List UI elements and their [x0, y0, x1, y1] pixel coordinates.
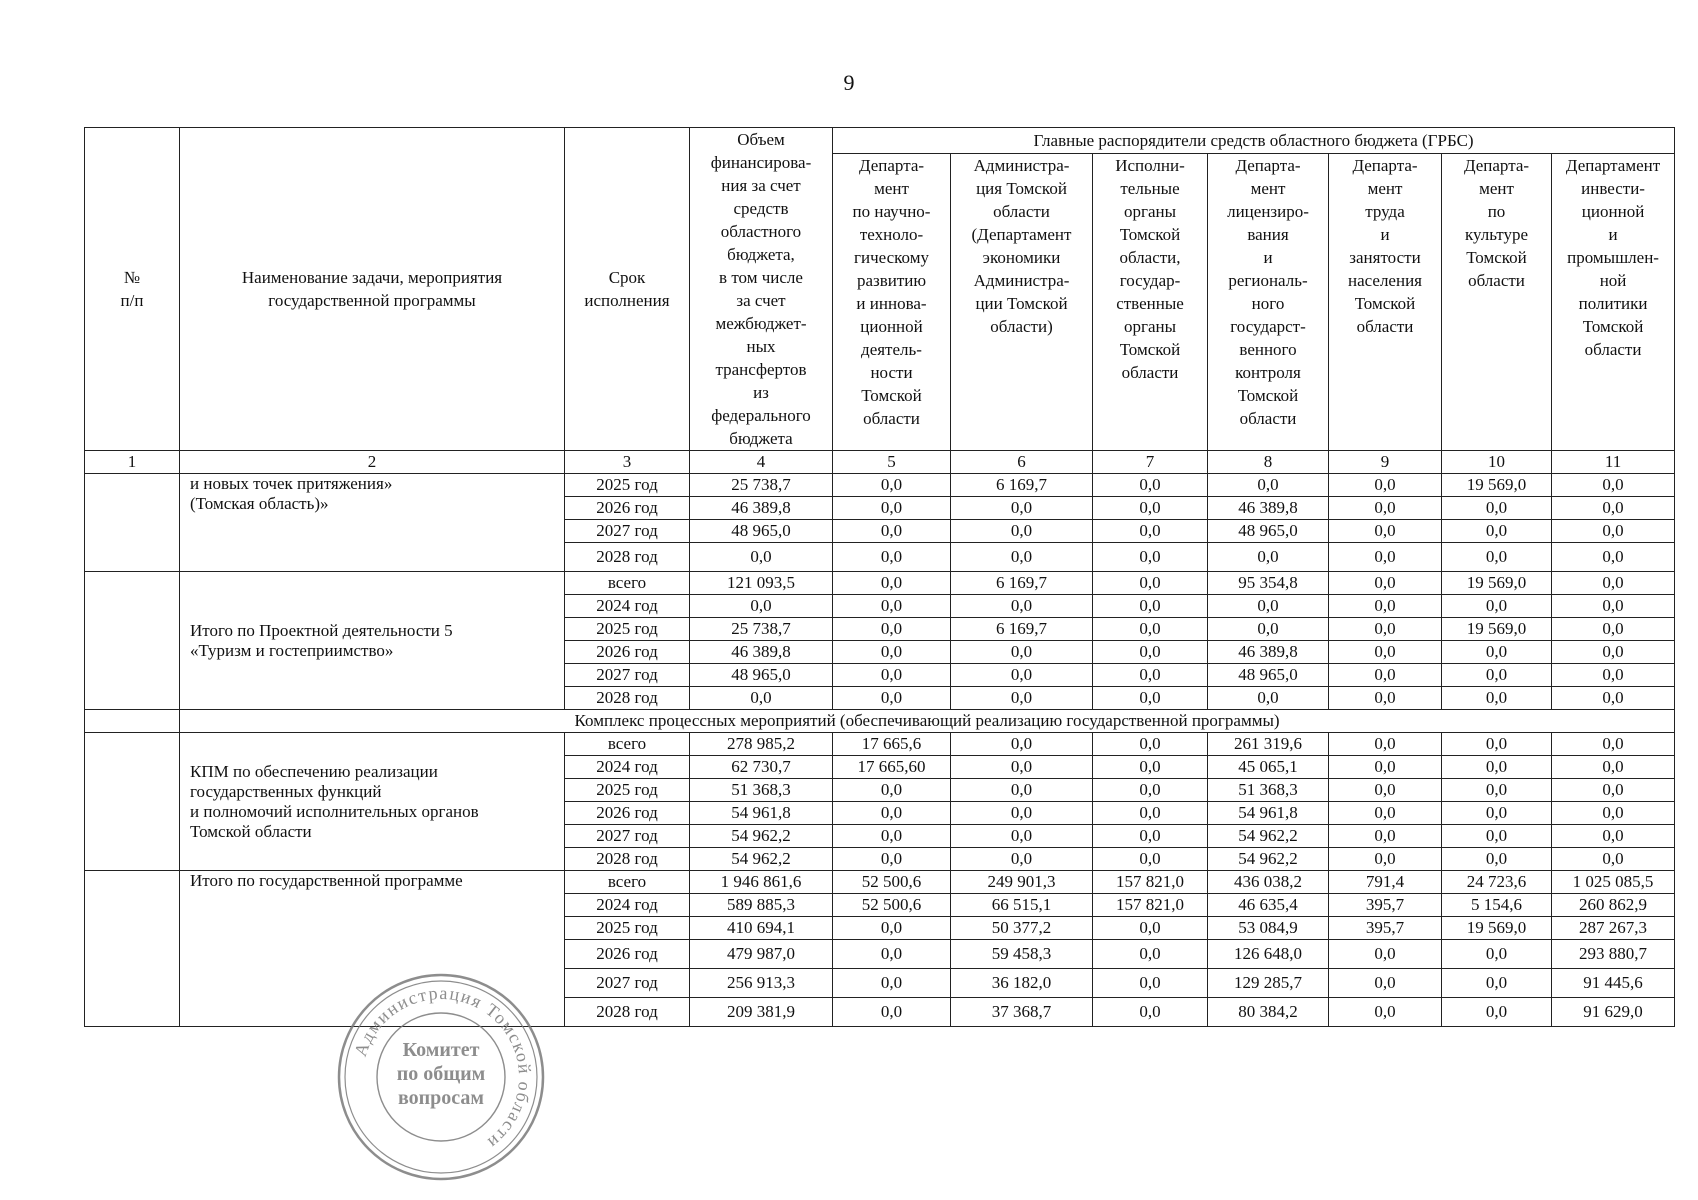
column-number: 11	[1552, 451, 1675, 474]
value-cell: 25 738,7	[690, 618, 833, 641]
period-cell: 2027 год	[565, 969, 690, 998]
table-row	[85, 733, 1675, 756]
header-row-top	[85, 128, 1675, 154]
value-cell: 53 084,9	[1208, 917, 1329, 940]
value-cell: 0,0	[833, 572, 951, 595]
page-number: 9	[843, 70, 855, 95]
value-cell: 0,0	[951, 641, 1093, 664]
value-cell: 0,0	[1329, 687, 1442, 710]
value-cell: 54 962,2	[1208, 848, 1329, 871]
value-cell: 0,0	[1093, 969, 1208, 998]
column-number: 5	[833, 451, 951, 474]
value-cell: 293 880,7	[1552, 940, 1675, 969]
value-cell: 6 169,7	[951, 572, 1093, 595]
value-cell: 54 961,8	[1208, 802, 1329, 825]
value-cell: 0,0	[1093, 825, 1208, 848]
value-cell: 80 384,2	[1208, 998, 1329, 1027]
value-cell: 0,0	[1442, 497, 1552, 520]
value-cell: 46 389,8	[690, 497, 833, 520]
value-cell: 0,0	[1093, 497, 1208, 520]
value-cell: 0,0	[1208, 595, 1329, 618]
header-term: Срок исполнения	[565, 128, 690, 451]
value-cell: 46 389,8	[1208, 641, 1329, 664]
table-row	[85, 474, 1675, 497]
table-row	[85, 871, 1675, 894]
column-number: 2	[180, 451, 565, 474]
row-label: Итого по государственной программе	[180, 871, 565, 1027]
period-cell: 2026 год	[565, 641, 690, 664]
value-cell: 91 629,0	[1552, 998, 1675, 1027]
value-cell: 0,0	[1442, 969, 1552, 998]
value-cell: 25 738,7	[690, 474, 833, 497]
period-cell: всего	[565, 572, 690, 595]
value-cell: 0,0	[833, 998, 951, 1027]
value-cell: 0,0	[1093, 664, 1208, 687]
value-cell: 0,0	[1329, 595, 1442, 618]
value-cell: 52 500,6	[833, 871, 951, 894]
value-cell: 0,0	[1442, 998, 1552, 1027]
value-cell: 0,0	[1552, 756, 1675, 779]
value-cell: 0,0	[833, 595, 951, 618]
value-cell: 0,0	[833, 687, 951, 710]
value-cell: 121 093,5	[690, 572, 833, 595]
seal-ring-text: Администрация Томской области	[350, 982, 536, 1154]
value-cell: 0,0	[690, 543, 833, 572]
value-cell: 0,0	[833, 917, 951, 940]
column-number: 7	[1093, 451, 1208, 474]
period-cell: 2024 год	[565, 595, 690, 618]
value-cell: 0,0	[1329, 641, 1442, 664]
value-cell: 0,0	[1093, 940, 1208, 969]
value-cell: 45 065,1	[1208, 756, 1329, 779]
value-cell: 0,0	[1442, 664, 1552, 687]
period-cell: 2026 год	[565, 802, 690, 825]
value-cell: 0,0	[1329, 664, 1442, 687]
budget-table-body	[85, 474, 1675, 1027]
value-cell: 0,0	[1329, 998, 1442, 1027]
value-cell: 157 821,0	[1093, 894, 1208, 917]
value-cell: 0,0	[1329, 848, 1442, 871]
value-cell: 0,0	[1552, 802, 1675, 825]
value-cell: 0,0	[1552, 664, 1675, 687]
value-cell: 0,0	[951, 779, 1093, 802]
value-cell: 54 962,2	[1208, 825, 1329, 848]
value-cell: 0,0	[833, 848, 951, 871]
value-cell: 0,0	[1442, 543, 1552, 572]
column-number: 8	[1208, 451, 1329, 474]
value-cell: 0,0	[1093, 595, 1208, 618]
period-cell: 2027 год	[565, 825, 690, 848]
value-cell: 0,0	[1552, 595, 1675, 618]
row-label: Итого по Проектной деятельности 5 «Туризм и гостеприимство»	[180, 572, 565, 710]
period-cell: 2025 год	[565, 474, 690, 497]
value-cell: 0,0	[1329, 756, 1442, 779]
value-cell: 1 946 861,6	[690, 871, 833, 894]
value-cell: 0,0	[1329, 572, 1442, 595]
value-cell: 126 648,0	[1208, 940, 1329, 969]
value-cell: 0,0	[690, 687, 833, 710]
value-cell: 0,0	[1552, 572, 1675, 595]
value-cell: 54 962,2	[690, 825, 833, 848]
value-cell: 6 169,7	[951, 618, 1093, 641]
section-num-cell	[85, 710, 180, 733]
value-cell: 62 730,7	[690, 756, 833, 779]
value-cell: 0,0	[1329, 618, 1442, 641]
row-number-cell	[85, 733, 180, 871]
value-cell: 48 965,0	[690, 520, 833, 543]
period-cell: 2028 год	[565, 543, 690, 572]
value-cell: 0,0	[1442, 641, 1552, 664]
value-cell: 0,0	[951, 733, 1093, 756]
value-cell: 1 025 085,5	[1552, 871, 1675, 894]
value-cell: 0,0	[1442, 802, 1552, 825]
value-cell: 0,0	[1093, 733, 1208, 756]
table-row	[85, 572, 1675, 595]
section-row	[85, 710, 1675, 733]
value-cell: 0,0	[1093, 917, 1208, 940]
value-cell: 0,0	[1442, 848, 1552, 871]
period-cell: 2027 год	[565, 664, 690, 687]
header-grbs-labour: Департа- мент труда и занятости населения Томской области	[1329, 153, 1442, 450]
value-cell: 51 368,3	[1208, 779, 1329, 802]
value-cell: 6 169,7	[951, 474, 1093, 497]
value-cell: 46 389,8	[1208, 497, 1329, 520]
value-cell: 0,0	[1329, 940, 1442, 969]
value-cell: 0,0	[833, 520, 951, 543]
budget-table	[84, 127, 1675, 1027]
period-cell: 2026 год	[565, 940, 690, 969]
value-cell: 791,4	[1329, 871, 1442, 894]
value-cell: 0,0	[1093, 641, 1208, 664]
header-name: Наименование задачи, мероприятия государственной программы	[180, 128, 565, 451]
value-cell: 0,0	[1093, 520, 1208, 543]
value-cell: 0,0	[1093, 687, 1208, 710]
value-cell: 50 377,2	[951, 917, 1093, 940]
value-cell: 157 821,0	[1093, 871, 1208, 894]
column-number: 4	[690, 451, 833, 474]
value-cell: 36 182,0	[951, 969, 1093, 998]
value-cell: 287 267,3	[1552, 917, 1675, 940]
value-cell: 52 500,6	[833, 894, 951, 917]
value-cell: 0,0	[1442, 756, 1552, 779]
value-cell: 19 569,0	[1442, 618, 1552, 641]
value-cell: 24 723,6	[1442, 871, 1552, 894]
period-cell: 2028 год	[565, 848, 690, 871]
value-cell: 51 368,3	[690, 779, 833, 802]
value-cell: 589 885,3	[690, 894, 833, 917]
value-cell: 46 389,8	[690, 641, 833, 664]
value-cell: 0,0	[1329, 733, 1442, 756]
value-cell: 0,0	[833, 969, 951, 998]
value-cell: 91 445,6	[1552, 969, 1675, 998]
value-cell: 54 961,8	[690, 802, 833, 825]
value-cell: 37 368,7	[951, 998, 1093, 1027]
value-cell: 19 569,0	[1442, 917, 1552, 940]
value-cell: 19 569,0	[1442, 572, 1552, 595]
column-numbers-row	[85, 451, 1675, 474]
value-cell: 48 965,0	[690, 664, 833, 687]
header-grbs-science: Департа- мент по научно- техноло- гическому развитию и иннова- ционной деятель- ности Томской области	[833, 153, 951, 450]
value-cell: 0,0	[1442, 940, 1552, 969]
value-cell: 0,0	[833, 802, 951, 825]
period-cell: 2025 год	[565, 618, 690, 641]
column-number: 10	[1442, 451, 1552, 474]
value-cell: 0,0	[1093, 998, 1208, 1027]
value-cell: 0,0	[1208, 618, 1329, 641]
value-cell: 0,0	[951, 664, 1093, 687]
value-cell: 0,0	[1552, 779, 1675, 802]
value-cell: 0,0	[951, 595, 1093, 618]
column-number: 1	[85, 451, 180, 474]
value-cell: 479 987,0	[690, 940, 833, 969]
column-number: 6	[951, 451, 1093, 474]
value-cell: 278 985,2	[690, 733, 833, 756]
period-cell: 2028 год	[565, 687, 690, 710]
value-cell: 0,0	[1093, 802, 1208, 825]
value-cell: 0,0	[1093, 474, 1208, 497]
period-cell: 2025 год	[565, 917, 690, 940]
value-cell: 0,0	[833, 779, 951, 802]
value-cell: 0,0	[1552, 687, 1675, 710]
column-number: 3	[565, 451, 690, 474]
value-cell: 0,0	[1208, 474, 1329, 497]
seal-center-line: вопросам	[397, 1087, 485, 1109]
value-cell: 0,0	[1329, 969, 1442, 998]
value-cell: 0,0	[833, 474, 951, 497]
value-cell: 0,0	[1093, 543, 1208, 572]
value-cell: 0,0	[1329, 543, 1442, 572]
value-cell: 54 962,2	[690, 848, 833, 871]
seal-center-ring	[377, 1013, 505, 1141]
value-cell: 0,0	[833, 641, 951, 664]
value-cell: 0,0	[1442, 595, 1552, 618]
value-cell: 0,0	[1329, 497, 1442, 520]
period-cell: 2024 год	[565, 756, 690, 779]
value-cell: 0,0	[951, 756, 1093, 779]
period-cell: 2028 год	[565, 998, 690, 1027]
row-number-cell	[85, 572, 180, 710]
value-cell: 0,0	[1093, 756, 1208, 779]
row-number-cell	[85, 474, 180, 572]
value-cell: 0,0	[833, 664, 951, 687]
period-cell: 2025 год	[565, 779, 690, 802]
value-cell: 410 694,1	[690, 917, 833, 940]
header-grbs-licensing: Департа- мент лицензиро- вания и региональ- ного государст- венного контроля Томской области	[1208, 153, 1329, 450]
value-cell: 0,0	[951, 848, 1093, 871]
value-cell: 0,0	[833, 940, 951, 969]
value-cell: 0,0	[1552, 543, 1675, 572]
value-cell: 0,0	[1552, 825, 1675, 848]
row-number-cell	[85, 871, 180, 1027]
value-cell: 0,0	[1093, 848, 1208, 871]
value-cell: 0,0	[1093, 618, 1208, 641]
value-cell: 0,0	[1442, 779, 1552, 802]
value-cell: 0,0	[690, 595, 833, 618]
value-cell: 0,0	[1442, 733, 1552, 756]
value-cell: 0,0	[1552, 474, 1675, 497]
header-num: № п/п	[85, 128, 180, 451]
value-cell: 0,0	[1552, 618, 1675, 641]
period-cell: 2024 год	[565, 894, 690, 917]
period-cell: всего	[565, 871, 690, 894]
seal-center-line: Комитет	[402, 1039, 480, 1061]
value-cell: 17 665,6	[833, 733, 951, 756]
value-cell: 0,0	[951, 543, 1093, 572]
value-cell: 0,0	[1552, 497, 1675, 520]
value-cell: 0,0	[1329, 779, 1442, 802]
header-grbs-investment: Департамент инвести- ционной и промышлен- ной политики Томской области	[1552, 153, 1675, 450]
value-cell: 0,0	[951, 825, 1093, 848]
value-cell: 0,0	[951, 520, 1093, 543]
seal-center-line: по общим	[396, 1063, 486, 1085]
row-label: и новых точек притяжения» (Томская область)»	[180, 474, 565, 572]
value-cell: 0,0	[1329, 825, 1442, 848]
value-cell: 17 665,60	[833, 756, 951, 779]
header-grbs: Главные распорядители средств областного бюджета (ГРБС)	[833, 128, 1675, 154]
value-cell: 5 154,6	[1442, 894, 1552, 917]
header-grbs-executive-bodies: Исполни- тельные органы Томской области, государ- ственные органы Томской области	[1093, 153, 1208, 450]
value-cell: 436 038,2	[1208, 871, 1329, 894]
value-cell: 59 458,3	[951, 940, 1093, 969]
header-volume: Объем финансирова- ния за счет средств областного бюджета, в том числе за счет межбюджет- ных трансфертов из федерального бюджета	[690, 128, 833, 451]
value-cell: 48 965,0	[1208, 520, 1329, 543]
period-cell: 2026 год	[565, 497, 690, 520]
section-title: Комплекс процессных мероприятий (обеспечивающий реализацию государственной программы)	[180, 710, 1675, 733]
value-cell: 0,0	[1442, 687, 1552, 710]
value-cell: 0,0	[1329, 520, 1442, 543]
value-cell: 0,0	[833, 825, 951, 848]
value-cell: 0,0	[1552, 641, 1675, 664]
value-cell: 0,0	[833, 543, 951, 572]
value-cell: 48 965,0	[1208, 664, 1329, 687]
value-cell: 0,0	[1552, 733, 1675, 756]
header-grbs-administration: Администра- ция Томской области (Департамент экономики Администра- ции Томской области)	[951, 153, 1093, 450]
value-cell: 66 515,1	[951, 894, 1093, 917]
value-cell: 95 354,8	[1208, 572, 1329, 595]
value-cell: 0,0	[1552, 848, 1675, 871]
header-grbs-culture: Департа- мент по культуре Томской области	[1442, 153, 1552, 450]
value-cell: 0,0	[1329, 474, 1442, 497]
value-cell: 249 901,3	[951, 871, 1093, 894]
row-label: КПМ по обеспечению реализации государственных функций и полномочий исполнительных органов Томской области	[180, 733, 565, 871]
value-cell: 46 635,4	[1208, 894, 1329, 917]
value-cell: 0,0	[1552, 520, 1675, 543]
value-cell: 256 913,3	[690, 969, 833, 998]
value-cell: 261 319,6	[1208, 733, 1329, 756]
value-cell: 0,0	[833, 618, 951, 641]
value-cell: 0,0	[1442, 520, 1552, 543]
value-cell: 0,0	[1093, 572, 1208, 595]
period-cell: 2027 год	[565, 520, 690, 543]
value-cell: 209 381,9	[690, 998, 833, 1027]
value-cell: 19 569,0	[1442, 474, 1552, 497]
value-cell: 129 285,7	[1208, 969, 1329, 998]
value-cell: 0,0	[1329, 802, 1442, 825]
period-cell: всего	[565, 733, 690, 756]
value-cell: 0,0	[1093, 779, 1208, 802]
value-cell: 0,0	[833, 497, 951, 520]
value-cell: 0,0	[951, 802, 1093, 825]
value-cell: 0,0	[1442, 825, 1552, 848]
value-cell: 395,7	[1329, 894, 1442, 917]
column-number: 9	[1329, 451, 1442, 474]
value-cell: 395,7	[1329, 917, 1442, 940]
value-cell: 0,0	[951, 497, 1093, 520]
value-cell: 0,0	[1208, 543, 1329, 572]
value-cell: 260 862,9	[1552, 894, 1675, 917]
value-cell: 0,0	[1208, 687, 1329, 710]
value-cell: 0,0	[951, 687, 1093, 710]
